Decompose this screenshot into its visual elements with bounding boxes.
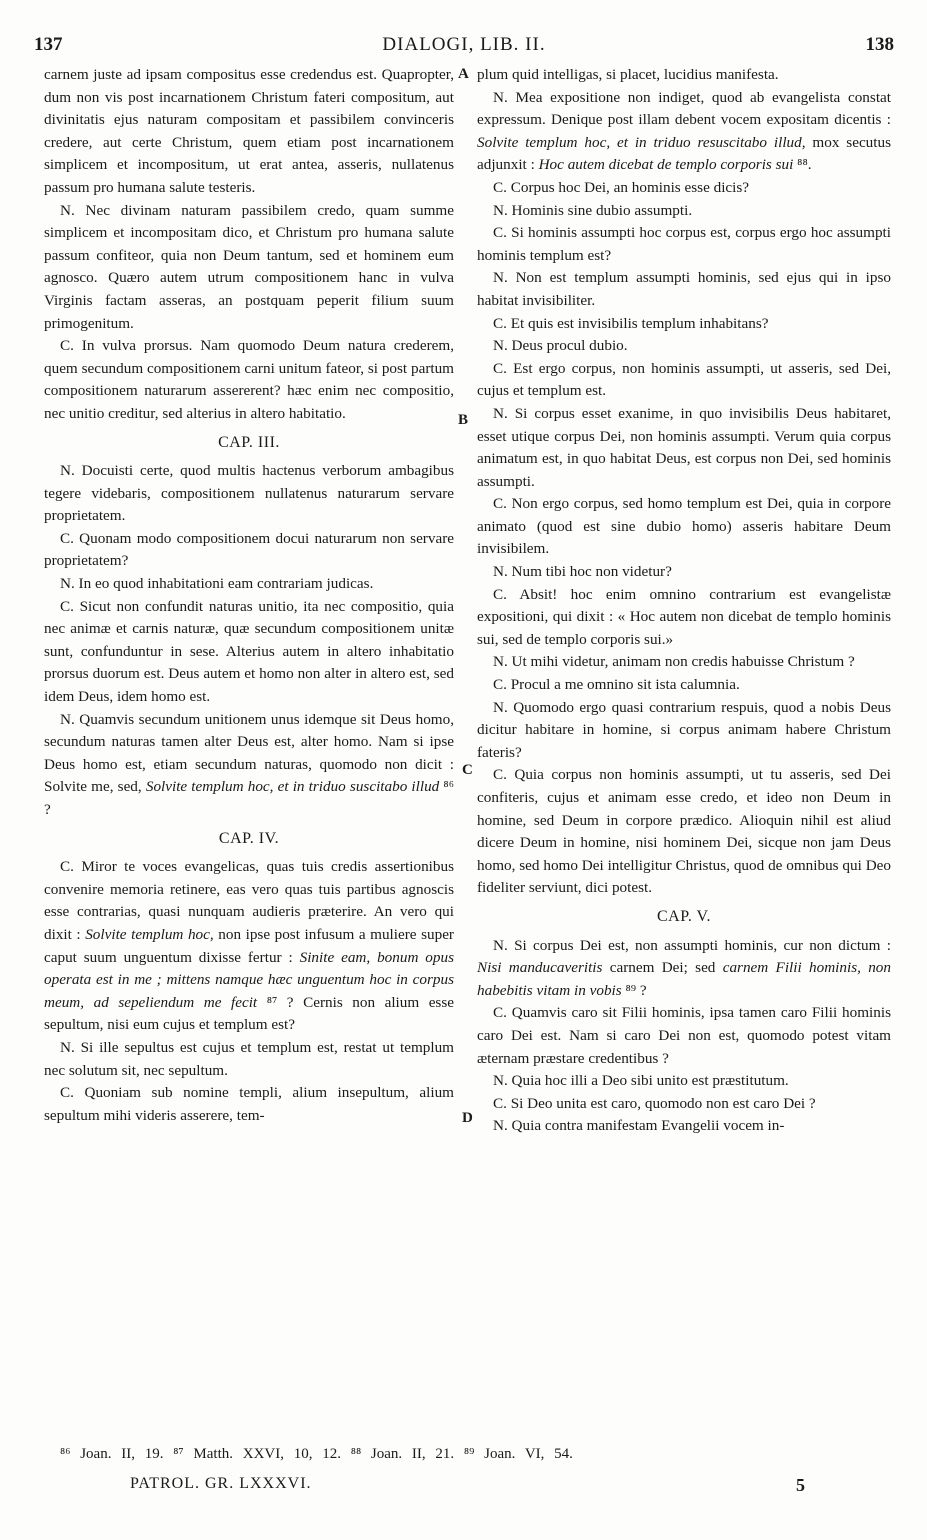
paragraph	[477, 697, 891, 765]
page-number-right: 138	[865, 34, 894, 55]
paragraph	[477, 561, 891, 584]
text-run: C. Quoniam sub nomine templi, alium insepultum, alium sepultum mihi videris asserere, tem-	[44, 1084, 454, 1124]
paragraph	[44, 1082, 454, 1127]
text-run: C. Non ergo corpus, sed homo templum est Dei, quia in corpore animato (quod est sine dubio homo) asseris habitare Deum invisibilem.	[477, 495, 891, 558]
text-run: N. Mea expositione non indiget, quod ab evangelista constat expressum. Denique post illam debent vocem expositam dicentis :	[477, 88, 891, 129]
paragraph	[477, 267, 891, 312]
text-run: ⁸⁹ ?	[621, 981, 647, 999]
margin-marker-b: B	[458, 412, 469, 428]
paragraph	[477, 358, 891, 403]
italic-quotation: Solvite templum hoc, et in triduo suscitabo illud	[145, 778, 440, 796]
text-run: N. Non est templum assumpti hominis, sed ejus qui in ipso habitat invisibiliter.	[477, 269, 891, 309]
text-run: C. Procul a me omnino sit ista calumnia.	[493, 676, 740, 694]
text-run: non ipse post infusum a muliere super caput suum unguentum dixisse fertur :	[44, 925, 454, 966]
italic-quotation: Sinite eam, bonum opus operata est in me ; mittens namque hæc unguentum hoc in corpus meum, ad sepeliendum me fecit	[44, 948, 454, 1011]
text-run: N. Quia contra manifestam Evangelii vocem in-	[493, 1117, 785, 1135]
paragraph	[44, 64, 454, 200]
text-run: N. Quamvis secundum unitionem unus idemque sit Deus homo, secundum naturas tamen alter Deus est, alter homo. Nam si ipse Deus homo est, etiam secundum naturas, quomodo non dicit : Solvite me, sed,	[44, 710, 454, 796]
text-run: carnem juste ad ipsam compositus esse credendus est. Quapropter, dum non vis post incarnationem Christum fateri compositum, aut divinitatis ejus naturam compositam et passibilem convinceris credere, aut certe Christum, quem etiam post incarnationem simplicem et incompositum, ut erat antea, asseris, nullatenus passum pro humana salute testeris.	[44, 66, 454, 196]
text-run: C. Si hominis assumpti hoc corpus est, corpus ergo hoc assumpti hominis templum est?	[477, 224, 891, 264]
text-run: ⁸⁸.	[793, 156, 812, 174]
text-run: N. Si ille sepultus est cujus et templum est, restat ut templum nec solutum sit, nec sepultum.	[44, 1038, 454, 1079]
text-run: N. Deus procul dubio.	[493, 337, 628, 355]
text-run: N. Num tibi hoc non videtur?	[493, 563, 672, 581]
text-run: N. Si corpus Dei est, non assumpti hominis, cur non dictum :	[493, 936, 891, 954]
text-run: C. Quamvis caro sit Filii hominis, ipsa tamen caro Filii hominis caro Dei est. Nam si caro Dei non est, quomodo potest vitam æternam præstare credentibus ?	[477, 1004, 891, 1067]
italic-quotation: Hoc autem dicebat de templo corporis sui	[538, 156, 794, 174]
text-run: C. Si Deo unita est caro, quomodo non est caro Dei ?	[493, 1094, 816, 1112]
signature-mark: 5	[796, 1475, 805, 1495]
chapter-heading: CAP. III.	[218, 433, 280, 451]
text-run: mox secutus adjunxit :	[477, 133, 891, 174]
paragraph	[477, 1093, 891, 1116]
text-run: C. Corpus hoc Dei, an hominis esse dicis?	[493, 178, 750, 196]
italic-quotation: Solvite templum hoc,	[85, 925, 214, 943]
page-title: DIALOGI, LIB. II.	[382, 34, 546, 55]
paragraph	[477, 674, 891, 697]
paragraph	[477, 87, 891, 177]
paragraph	[44, 596, 454, 709]
paragraph	[44, 460, 454, 528]
paragraph	[477, 764, 891, 900]
margin-marker-d: D	[462, 1110, 473, 1126]
paragraph	[477, 584, 891, 652]
text-run: N. Quia hoc illi a Deo sibi unito est præstitutum.	[493, 1072, 789, 1090]
paragraph	[477, 177, 891, 200]
right-text-column	[477, 64, 891, 1138]
text-run: C. Et quis est invisibilis templum inhabitans?	[493, 314, 769, 332]
text-run: C. Absit! hoc enim omnino contrarium est evangelistæ expositioni, qui dixit : « Hoc autem non dicebat de templo hominis sui, sed de templo corporis sui.»	[477, 585, 891, 648]
italic-quotation: carnem Filii hominis, non habebitis vitam in vobis	[477, 959, 891, 999]
paragraph	[44, 709, 454, 822]
chapter-heading: CAP. V.	[656, 907, 712, 925]
text-run: N. Si corpus esset exanime, in quo invisibilis Deus habitaret, esset utique corpus Dei, non hominis assumpti. Verum quia corpus animatum est, in quo habitat Deus, est corpus non Dei, sed hominis assumpti.	[477, 404, 891, 490]
paragraph	[477, 335, 891, 358]
text-run: N. In eo quod inhabitationi eam contrariam judicas.	[60, 575, 374, 593]
paragraph	[44, 335, 454, 425]
text-run: N. Nec divinam naturam passibilem credo, quam summe simplicem et incompositam dico, et Christum pro humana salute passum confiteor, quia non Deum tantum, sed et hominem eum agnosco. Quæro autem utrum compositionem hanc in vulva Virginis factam asseras, an postquam peperit filium suum primogenitum.	[44, 201, 454, 332]
paragraph	[477, 651, 891, 674]
text-run: C. Sicut non confundit naturas unitio, ita nec compositio, quia nec animæ et carnis naturæ, quæ secundum compositionem unitæ sunt, confunduntur in sese. Alterius autem in altero inhabitatio prorsus duorum est. Deus autem et homo non alter in altero est, sed idem Deus, idem homo est.	[44, 597, 454, 706]
page-number-left: 137	[34, 34, 63, 55]
text-run: N. Quomodo ergo quasi contrarium respuis, quod a nobis Deus dicitur habitare in homine, si corpus animam habere Christum fateris?	[477, 698, 891, 761]
paragraph	[44, 1037, 454, 1082]
paragraph	[477, 935, 891, 1003]
paragraph	[44, 528, 454, 573]
paragraph	[44, 200, 454, 336]
italic-quotation: Nisi manducaveritis	[477, 959, 603, 977]
text-run: carnem Dei; sed	[602, 959, 723, 977]
paragraph	[477, 222, 891, 267]
italic-quotation: Solvite templum hoc, et in triduo resuscitabo illud,	[477, 133, 806, 151]
paragraph	[477, 200, 891, 223]
paragraph	[477, 1115, 891, 1138]
series-title: PATROL. GR. LXXXVI.	[130, 1475, 312, 1492]
left-text-column	[44, 64, 454, 1127]
text-run: C. Est ergo corpus, non hominis assumpti, ut asseris, sed Dei, cujus et templum est.	[477, 359, 891, 400]
text-run: plum quid intelligas, si placet, lucidius manifesta.	[477, 66, 779, 83]
text-run: C. Quonam modo compositionem docui naturarum non servare proprietatem?	[44, 529, 454, 570]
text-run: N. Hominis sine dubio assumpti.	[493, 201, 693, 219]
text-run: N. Docuisti certe, quod multis hactenus verborum ambagibus tegere videbaris, compositionem nullatenus naturarum servare proprietatem.	[44, 462, 454, 525]
paragraph	[477, 1070, 891, 1093]
paragraph	[477, 403, 891, 493]
text-run: ⁸⁷ ? Cernis non alium esse sepultum, nisi eum cujus et templum est?	[44, 993, 454, 1034]
paragraph	[477, 493, 891, 561]
text-run: C. In vulva prorsus. Nam quomodo Deum natura crederem, quem secundum compositionem carni unitum fateor, si post partum compositionem naturarum assererent? hæc enim nec compositio, nec unitio creditur, sed alterius in altero habitatio.	[44, 337, 454, 422]
margin-marker-c: C	[462, 762, 473, 778]
paragraph	[477, 1002, 891, 1070]
text-run: ⁸⁶ ?	[44, 778, 455, 818]
margin-marker-a: A	[458, 66, 469, 82]
footnotes: ⁸⁶ Joan. II, 19. ⁸⁷ Matth. XXVI, 10, 12. ⁸⁸ Joan. II, 21. ⁸⁹ Joan. VI, 54.	[60, 1446, 573, 1462]
chapter-heading: CAP. IV.	[218, 829, 280, 847]
paragraph	[477, 64, 891, 87]
running-header	[34, 34, 894, 60]
paragraph	[44, 856, 454, 1037]
text-run: C. Miror te voces evangelicas, quas tuis credis assertionibus convenire memoria retinere, eas vero quas tuis partibus agnoscis esse contrarias, quasi nunquam audieris præterire. An vero qui dixit :	[44, 858, 454, 943]
paragraph	[44, 573, 454, 596]
text-run: C. Quia corpus non hominis assumpti, ut tu asseris, sed Dei confiteris, cujus et animam esse credo, et ideo non Deum in homine, sed Deum in corpore prædico. Alioquin nihil est aliud dicere Deum in homine, nisi hominem Dei, sicque non jam Deus homo, sed homo Dei intelligitur Christus, quod de omnibus qui Deo fideliter serviunt, dici potest.	[477, 766, 891, 897]
text-run: N. Ut mihi videtur, animam non credis habuisse Christum ?	[493, 653, 855, 671]
paragraph	[477, 313, 891, 336]
